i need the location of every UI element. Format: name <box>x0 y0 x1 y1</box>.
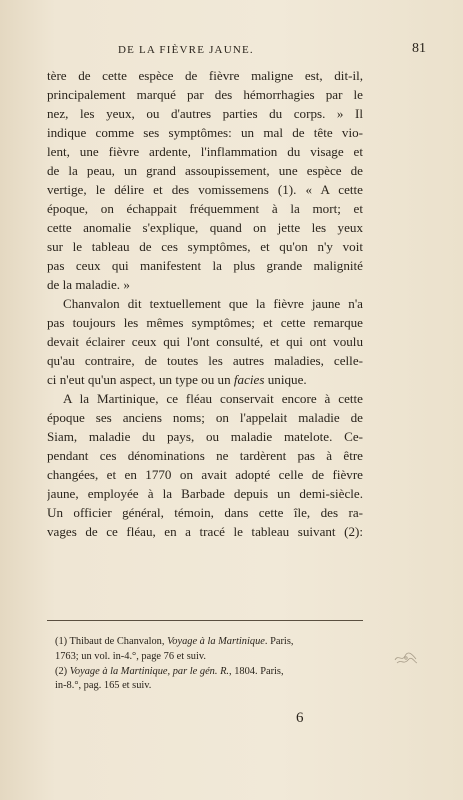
footnote-text: (2) <box>55 665 70 677</box>
text-line: sur le tableau de ces symptômes, et qu'on n'y voit <box>47 239 363 254</box>
body-text <box>47 66 363 541</box>
italic-term: facies <box>233 372 265 387</box>
text-line: pas ceux qui manifestent la plus grande malignité <box>47 258 363 273</box>
text-line: Un officier général, témoin, dans cette île, des ra- <box>47 505 363 520</box>
text-line: vertige, le délire et des vomissemens (1). « A cette <box>47 182 363 197</box>
text-line: lent, une fièvre ardente, l'inflammation du visage et <box>47 144 363 159</box>
text-line: Siam, maladie du pays, ou maladie matelote. Ce- <box>47 429 363 444</box>
text-line: cette anomalie s'explique, quand on jette les yeux <box>47 220 363 235</box>
footnote-text: . Paris, <box>264 636 294 647</box>
running-head: DE LA FIÈVRE JAUNE. <box>118 44 254 56</box>
text-line: époque, on échappait fréquemment à la mort; et <box>47 201 363 216</box>
footnote-1-continuation: 1763; un vol. in-4.°, page 76 et suiv. <box>55 650 206 662</box>
text-line: qu'au contraire, de toutes les autres maladies, celle- <box>47 353 363 368</box>
text-line: tère de cette espèce de fièvre maligne est, dit-il, <box>47 68 363 83</box>
text-line: époque ses anciens noms; on l'appelait maladie de <box>47 410 363 425</box>
text-line: jaune, employée à la Barbade depuis un demi-siècle. <box>47 486 363 501</box>
text-line: nez, les yeux, ou d'autres parties du corps. » Il <box>47 106 363 121</box>
text-line: A la Martinique, ce fléau conservait encore à cette <box>63 391 363 406</box>
signature-mark: 6 <box>296 710 304 726</box>
text-line: changées, et en 1770 on avait adopté celle de fièvre <box>47 467 363 482</box>
footnote-text: , 1804. Paris, <box>229 665 284 677</box>
text-line: pas toujours les mêmes symptômes; et cette remarque <box>47 315 363 330</box>
page-number: 81 <box>412 41 426 56</box>
footnote-2 <box>55 665 363 680</box>
text-line: de la peau, un grand assoupissement, une espèce de <box>47 163 363 178</box>
text-fragment: unique. <box>264 372 307 387</box>
footnote-title: Voyage à la Martinique, par le gén. R. <box>69 665 230 677</box>
footnote-divider <box>47 620 363 621</box>
footnote-2-continuation: in-8.°, pag. 165 et suiv. <box>55 680 152 692</box>
footnote-text: (1) Thibaut de Chanvalon, <box>55 636 168 647</box>
text-line: devait éclairer ceux qui l'ont consulté, et qui ont voulu <box>47 334 363 349</box>
page-header <box>118 41 463 62</box>
text-line: pendant ces dénominations ne tardèrent pas à être <box>47 448 363 463</box>
stain-mark-icon <box>392 648 420 670</box>
text-line: principalement marqué par des hémorrhagies par le <box>47 87 363 102</box>
footnote-title: Voyage à la Martinique <box>167 636 265 647</box>
text-line: indique comme ses symptômes: un mal de tête vio- <box>47 125 363 140</box>
text-line: vages de ce fléau, en a tracé le tableau suivant (2): <box>47 524 363 539</box>
text-line: de la maladie. » <box>47 277 130 292</box>
footnotes <box>55 635 363 694</box>
text-fragment: ci n'eut qu'un aspect, un type ou un <box>47 372 231 387</box>
text-line <box>47 370 363 389</box>
footnote-1 <box>55 635 363 650</box>
text-line: Chanvalon dit textuellement que la fièvre jaune n'a <box>63 296 363 311</box>
